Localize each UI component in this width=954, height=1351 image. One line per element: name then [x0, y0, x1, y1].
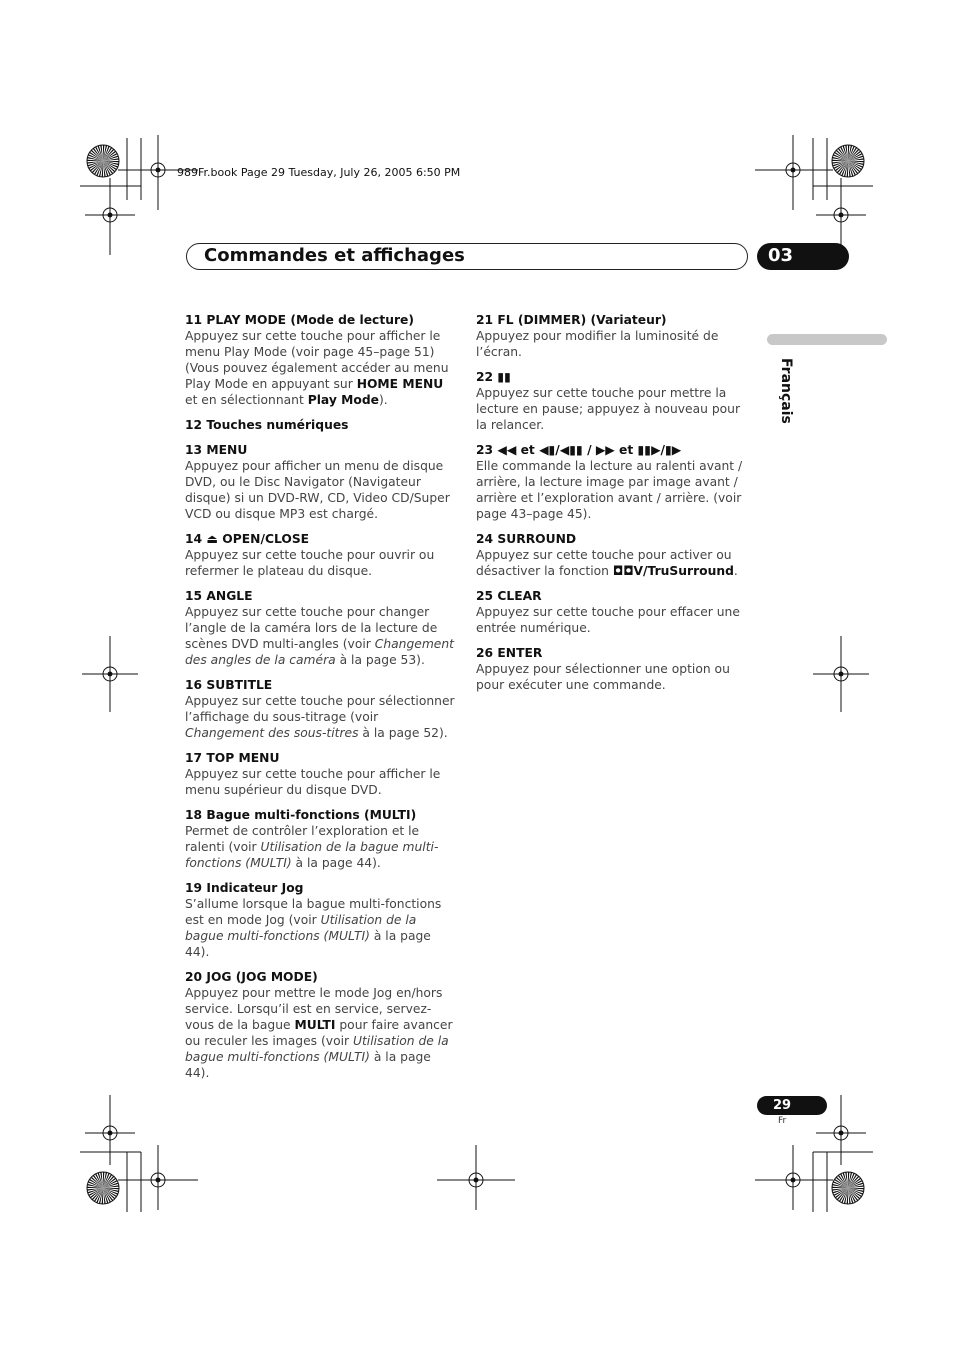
body-text: Appuyez pour afficher un menu de disque DVD, ou le Disc Navigator (Navigateur disque) si un DVD-RW, CD, Video CD/Super VCD ou disque MP3 est chargé. — [185, 459, 450, 521]
entry-heading: 17 TOP MENU — [185, 751, 280, 765]
body-text: à la page 44). — [291, 856, 381, 870]
entry-body — [185, 547, 455, 579]
body-text: S’allume lorsque la bague multi-fonctions est en mode Jog (voir — [185, 897, 442, 927]
entry-body — [476, 547, 746, 579]
entry-body — [476, 328, 746, 360]
entry — [185, 969, 455, 1081]
entry — [185, 750, 455, 798]
entry — [185, 588, 455, 668]
entry — [185, 442, 455, 522]
entry-heading: 21 FL (DIMMER) (Variateur) — [476, 313, 667, 327]
entry — [476, 645, 746, 693]
body-text: ). — [378, 393, 388, 407]
entry-heading: 22 ▮▮ — [476, 370, 511, 384]
entry — [476, 312, 746, 360]
language-tab-bar — [767, 334, 887, 345]
entry-body — [185, 985, 455, 1081]
italic-reference: Changement des angles de la caméra — [185, 637, 454, 667]
entry — [185, 880, 455, 960]
page-title: Commandes et affichages — [204, 245, 465, 266]
italic-reference: Utilisation de la bague multi-fonctions (MULTI) — [185, 1034, 449, 1064]
entry-body — [185, 604, 455, 668]
body-text: Appuyez sur cette touche pour afficher le menu supérieur du disque DVD. — [185, 767, 441, 797]
entry — [476, 588, 746, 636]
body-text: Elle commande la lecture au ralenti avant / arrière, la lecture image par image avant / arrière et l’exploration avant / arrière. (voir page 43–page 45). — [476, 459, 743, 521]
entry — [476, 531, 746, 579]
body-text: Appuyez sur cette touche pour mettre la lecture en pause; appuyez à nouveau pour la relancer. — [476, 386, 741, 432]
entry-body — [185, 693, 455, 741]
entry-heading: 19 Indicateur Jog — [185, 881, 304, 895]
entry — [476, 369, 746, 433]
entry-heading: 15 ANGLE — [185, 589, 253, 603]
entry-heading: 25 CLEAR — [476, 589, 542, 603]
bold-text: MULTI — [294, 1018, 336, 1032]
chapter-number: 03 — [768, 245, 794, 266]
italic-reference: Changement des sous-titres — [185, 726, 359, 740]
header-info: 989Fr.book Page 29 Tuesday, July 26, 2005 6:50 PM — [177, 166, 461, 179]
entry-body — [476, 458, 746, 522]
body-text: à la page 44). — [185, 1050, 431, 1080]
body-text: pour faire avancer ou reculer les images (voir — [185, 1018, 453, 1048]
body-text: à la page 53). — [335, 653, 425, 667]
entry-heading: 12 Touches numériques — [185, 418, 349, 432]
entry-heading: 20 JOG (JOG MODE) — [185, 970, 318, 984]
entry-body — [476, 661, 746, 693]
body-text: Appuyez sur cette touche pour sélectionner l’affichage du sous-titrage (voir — [185, 694, 455, 724]
entry — [185, 807, 455, 871]
right-column — [476, 312, 746, 702]
page-number: 29 — [772, 1098, 792, 1113]
entry — [185, 417, 455, 433]
italic-reference: Utilisation de la bague multi-fonctions (MULTI) — [185, 913, 417, 943]
body-text: Appuyez sur cette touche pour afficher le menu Play Mode (voir page 45–page 51) (Vous pouvez également accéder au menu Play Mode en appuyant sur — [185, 329, 449, 391]
entry-heading: 13 MENU — [185, 443, 248, 457]
body-text: Appuyez sur cette touche pour changer l’angle de la caméra lors de la lecture de scènes DVD multi-angles (voir — [185, 605, 438, 651]
body-text: et en sélectionnant — [185, 393, 308, 407]
left-column — [185, 312, 455, 1090]
entry — [185, 312, 455, 408]
italic-reference: Utilisation de la bague multi-fonctions (MULTI) — [185, 840, 439, 870]
language-tab — [776, 358, 798, 438]
body-text: Appuyez pour sélectionner une option ou pour exécuter une commande. — [476, 662, 730, 692]
entry-body — [476, 604, 746, 636]
body-text: Appuyez pour mettre le mode Jog en/hors service. Lorsqu’il est en service, servez-vous de la bague — [185, 986, 443, 1032]
entry — [185, 677, 455, 741]
entry-body — [185, 896, 455, 960]
body-text: Appuyez sur cette touche pour activer ou désactiver la fonction — [476, 548, 732, 578]
entry-body — [185, 823, 455, 871]
body-text: à la page 44). — [185, 929, 431, 959]
entry — [476, 442, 746, 522]
entry-body — [476, 385, 746, 433]
bold-text: Play Mode — [307, 393, 379, 407]
entry-heading: 14 ⏏ OPEN/CLOSE — [185, 532, 310, 546]
body-text: . — [733, 564, 738, 578]
body-text: à la page 52). — [358, 726, 448, 740]
bold-text: ◘◘V/TruSurround — [612, 564, 734, 578]
entry — [185, 531, 455, 579]
body-text: Appuyez sur cette touche pour ouvrir ou refermer le plateau du disque. — [185, 548, 435, 578]
entry-body — [185, 766, 455, 798]
body-text: Permet de contrôler l’exploration et le ralenti (voir — [185, 824, 420, 854]
body-text: Appuyez pour modifier la luminosité de l’écran. — [476, 329, 719, 359]
entry-body — [185, 328, 455, 408]
entry-heading: 18 Bague multi-fonctions (MULTI) — [185, 808, 417, 822]
language-tab-label: Français — [778, 358, 794, 424]
entry-heading: 24 SURROUND — [476, 532, 577, 546]
entry-heading: 11 PLAY MODE (Mode de lecture) — [185, 313, 414, 327]
entry-heading: 26 ENTER — [476, 646, 543, 660]
entry-heading: 16 SUBTITLE — [185, 678, 273, 692]
body-text: Appuyez sur cette touche pour effacer une entrée numérique. — [476, 605, 740, 635]
page-language: Fr — [778, 1116, 787, 1126]
entry-body — [185, 458, 455, 522]
entry-heading: 23 ◀◀ et ◀▮/◀▮▮ / ▶▶ et ▮▮▶/▮▶ — [476, 443, 682, 457]
bold-text: HOME MENU — [356, 377, 444, 391]
